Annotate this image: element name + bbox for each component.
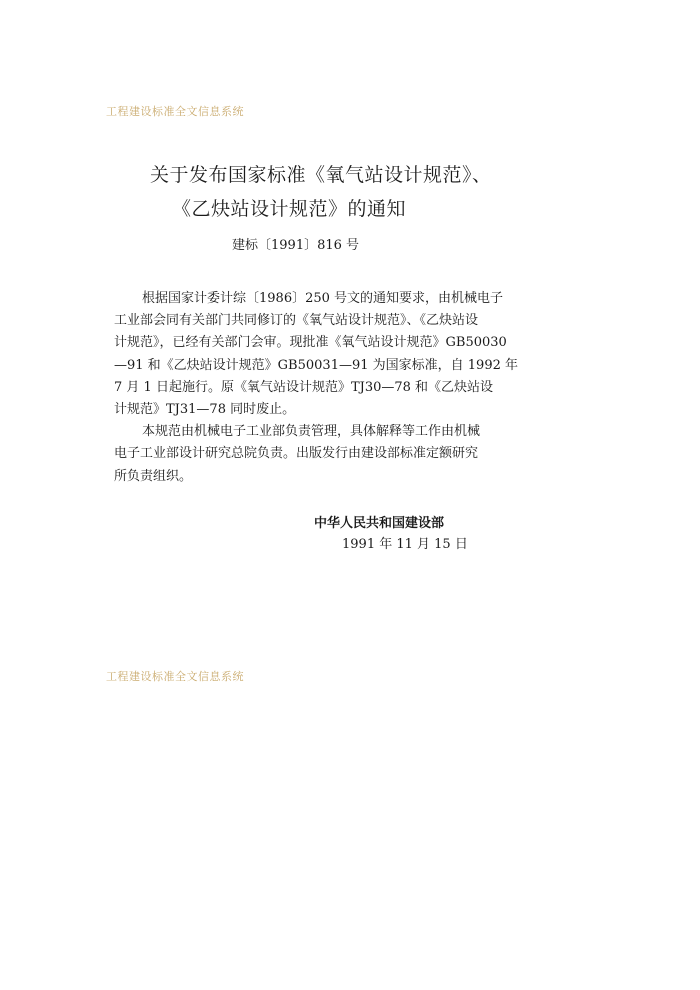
paragraph-2-line: 所负责组织。: [114, 468, 193, 484]
paragraph-1-line: 根据国家计委计综〔1986〕250 号文的通知要求，由机械电子: [142, 291, 504, 306]
issuing-authority: 中华人民共和国建设部: [314, 516, 445, 531]
paragraph-1-line: 工业部会同有关部门共同修订的《氧气站设计规范》、《乙炔站设: [114, 313, 479, 329]
paragraph-2-line: 本规范由机械电子工业部负责管理，具体解释等工作由机械: [142, 424, 481, 440]
paragraph-1-line: 7 月 1 日起施行。原《氧气站设计规范》TJ30—78 和《乙炔站设: [114, 379, 494, 395]
notice-body: [114, 288, 518, 488]
paragraph-1-line: —91 和《乙炔站设计规范》GB50031—91 为国家标准，自 1992 年: [114, 357, 518, 373]
paragraph-1-line: 计规范》TJ31—78 同时废止。: [114, 401, 296, 417]
paragraph-2-line: 电子工业部设计研究总院负责。出版发行由建设部标准定额研究: [114, 446, 479, 462]
document-number: 建标〔1991〕816 号: [232, 238, 360, 253]
document-title-line-2: 《乙炔站设计规范》的通知: [172, 198, 407, 220]
paragraph-1-line: 计规范》，已经有关部门会审。现批准《氧气站设计规范》GB50030: [114, 335, 507, 351]
watermark-top: 工程建设标准全文信息系统: [106, 105, 244, 118]
document-title-line-1: 关于发布国家标准《氧气站设计规范》、: [150, 164, 492, 186]
issue-date: 1991 年 11 月 15 日: [342, 537, 468, 552]
watermark-bottom: 工程建设标准全文信息系统: [106, 670, 244, 683]
